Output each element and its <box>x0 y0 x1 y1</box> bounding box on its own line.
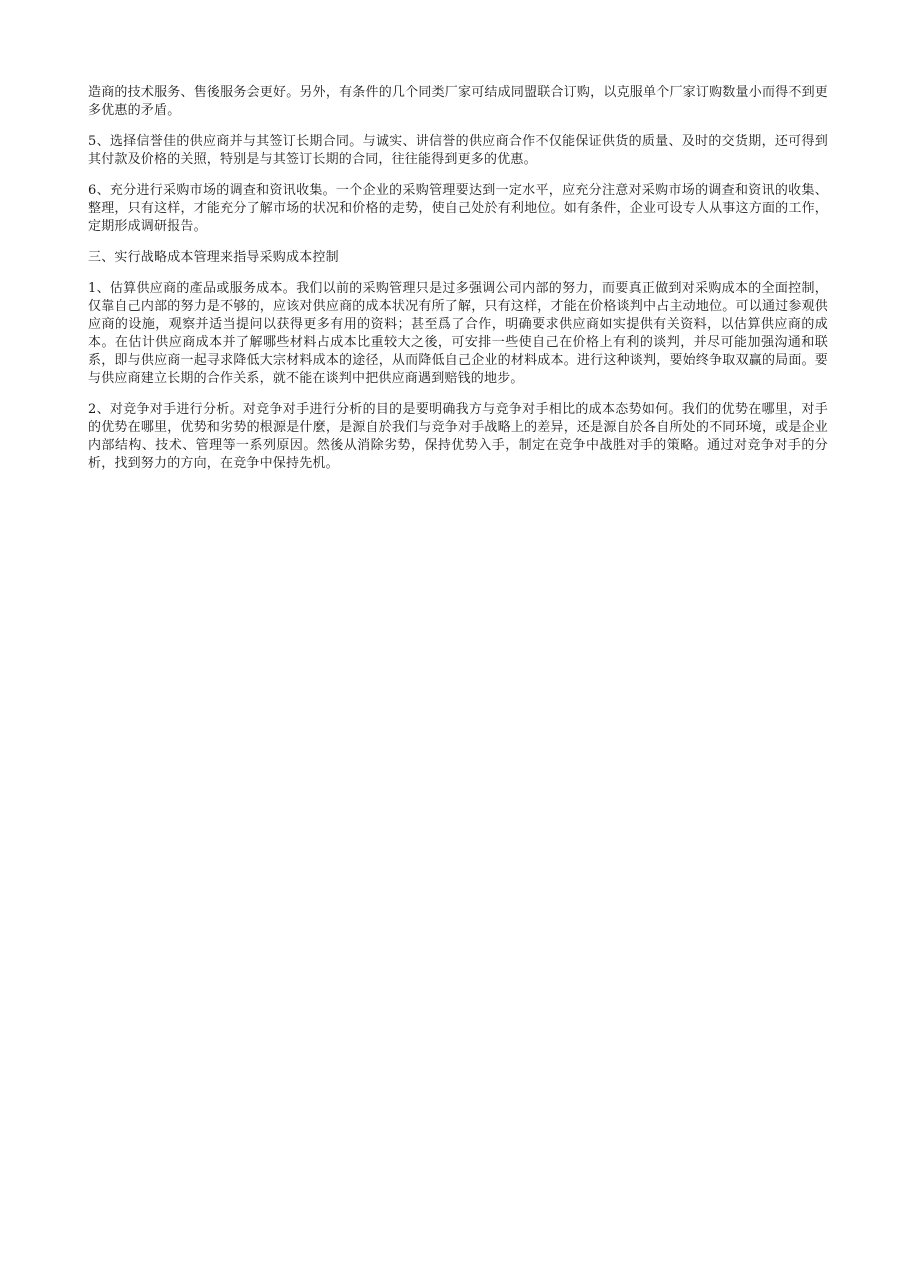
paragraph-point-2: 2、对竞争对手进行分析。对竞争对手进行分析的目的是要明确我方与竞争对手相比的成本态势如何。我们的优势在哪里，对手的优势在哪里，优势和劣势的根源是什麼，是源自於我们与竞争对手战略上的差异，还是源自於各自所处的不同环境，或是企业内部结构、技术、管理等一系列原因。然後从消除劣势，保持优势入手，制定在竞争中战胜对手的策略。通过对竞争对手的分析，找到努力的方向，在竞争中保持先机。 <box>88 402 828 471</box>
paragraph-point-1: 1、估算供应商的產品或服务成本。我们以前的采购管理只是过多强调公司内部的努力，而要真正做到对采购成本的全面控制，仅靠自己内部的努力是不够的，应该对供应商的成本状况有所了解，只有这样，才能在价格谈判中占主动地位。可以通过参观供应商的设施，观察并适当提问以获得更多有用的资料；甚至爲了合作，明确要求供应商如实提供有关资料，以估算供应商的成本。在估计供应商成本并了解哪些材料占成本比重较大之後，可安排一些使自己在价格上有利的谈判，并尽可能加强沟通和联系，即与供应商一起寻求降低大宗材料成本的途径，从而降低自己企业的材料成本。进行这种谈判，要始终争取双赢的局面。要与供应商建立长期的合作关系，就不能在谈判中把供应商遇到赔钱的地步。 <box>88 281 828 386</box>
paragraph-point-6: 6、充分进行采购市场的调查和资讯收集。一个企业的采购管理要达到一定水平，应充分注意对采购市场的调查和资讯的收集、整理，只有这样，才能充分了解市场的状况和价格的走势，使自己处於有利地位。如有条件，企业可设专人从事这方面的工作，定期形成调研报告。 <box>88 183 828 234</box>
paragraph-point-5: 5、选择信誉佳的供应商并与其签订长期合同。与诚实、讲信誉的供应商合作不仅能保证供货的质量、及时的交货期，还可得到其付款及价格的关照，特别是与其签订长期的合同，往往能得到更多的优惠。 <box>88 134 828 167</box>
paragraph-continuation: 造商的技术服务、售後服务会更好。另外，有条件的几个同类厂家可结成同盟联合订购，以克服单个厂家订购数量小而得不到更多优惠的矛盾。 <box>88 85 828 118</box>
section-heading-3: 三、实行战略成本管理来指导采购成本控制 <box>88 250 339 265</box>
document-body <box>88 84 828 486</box>
